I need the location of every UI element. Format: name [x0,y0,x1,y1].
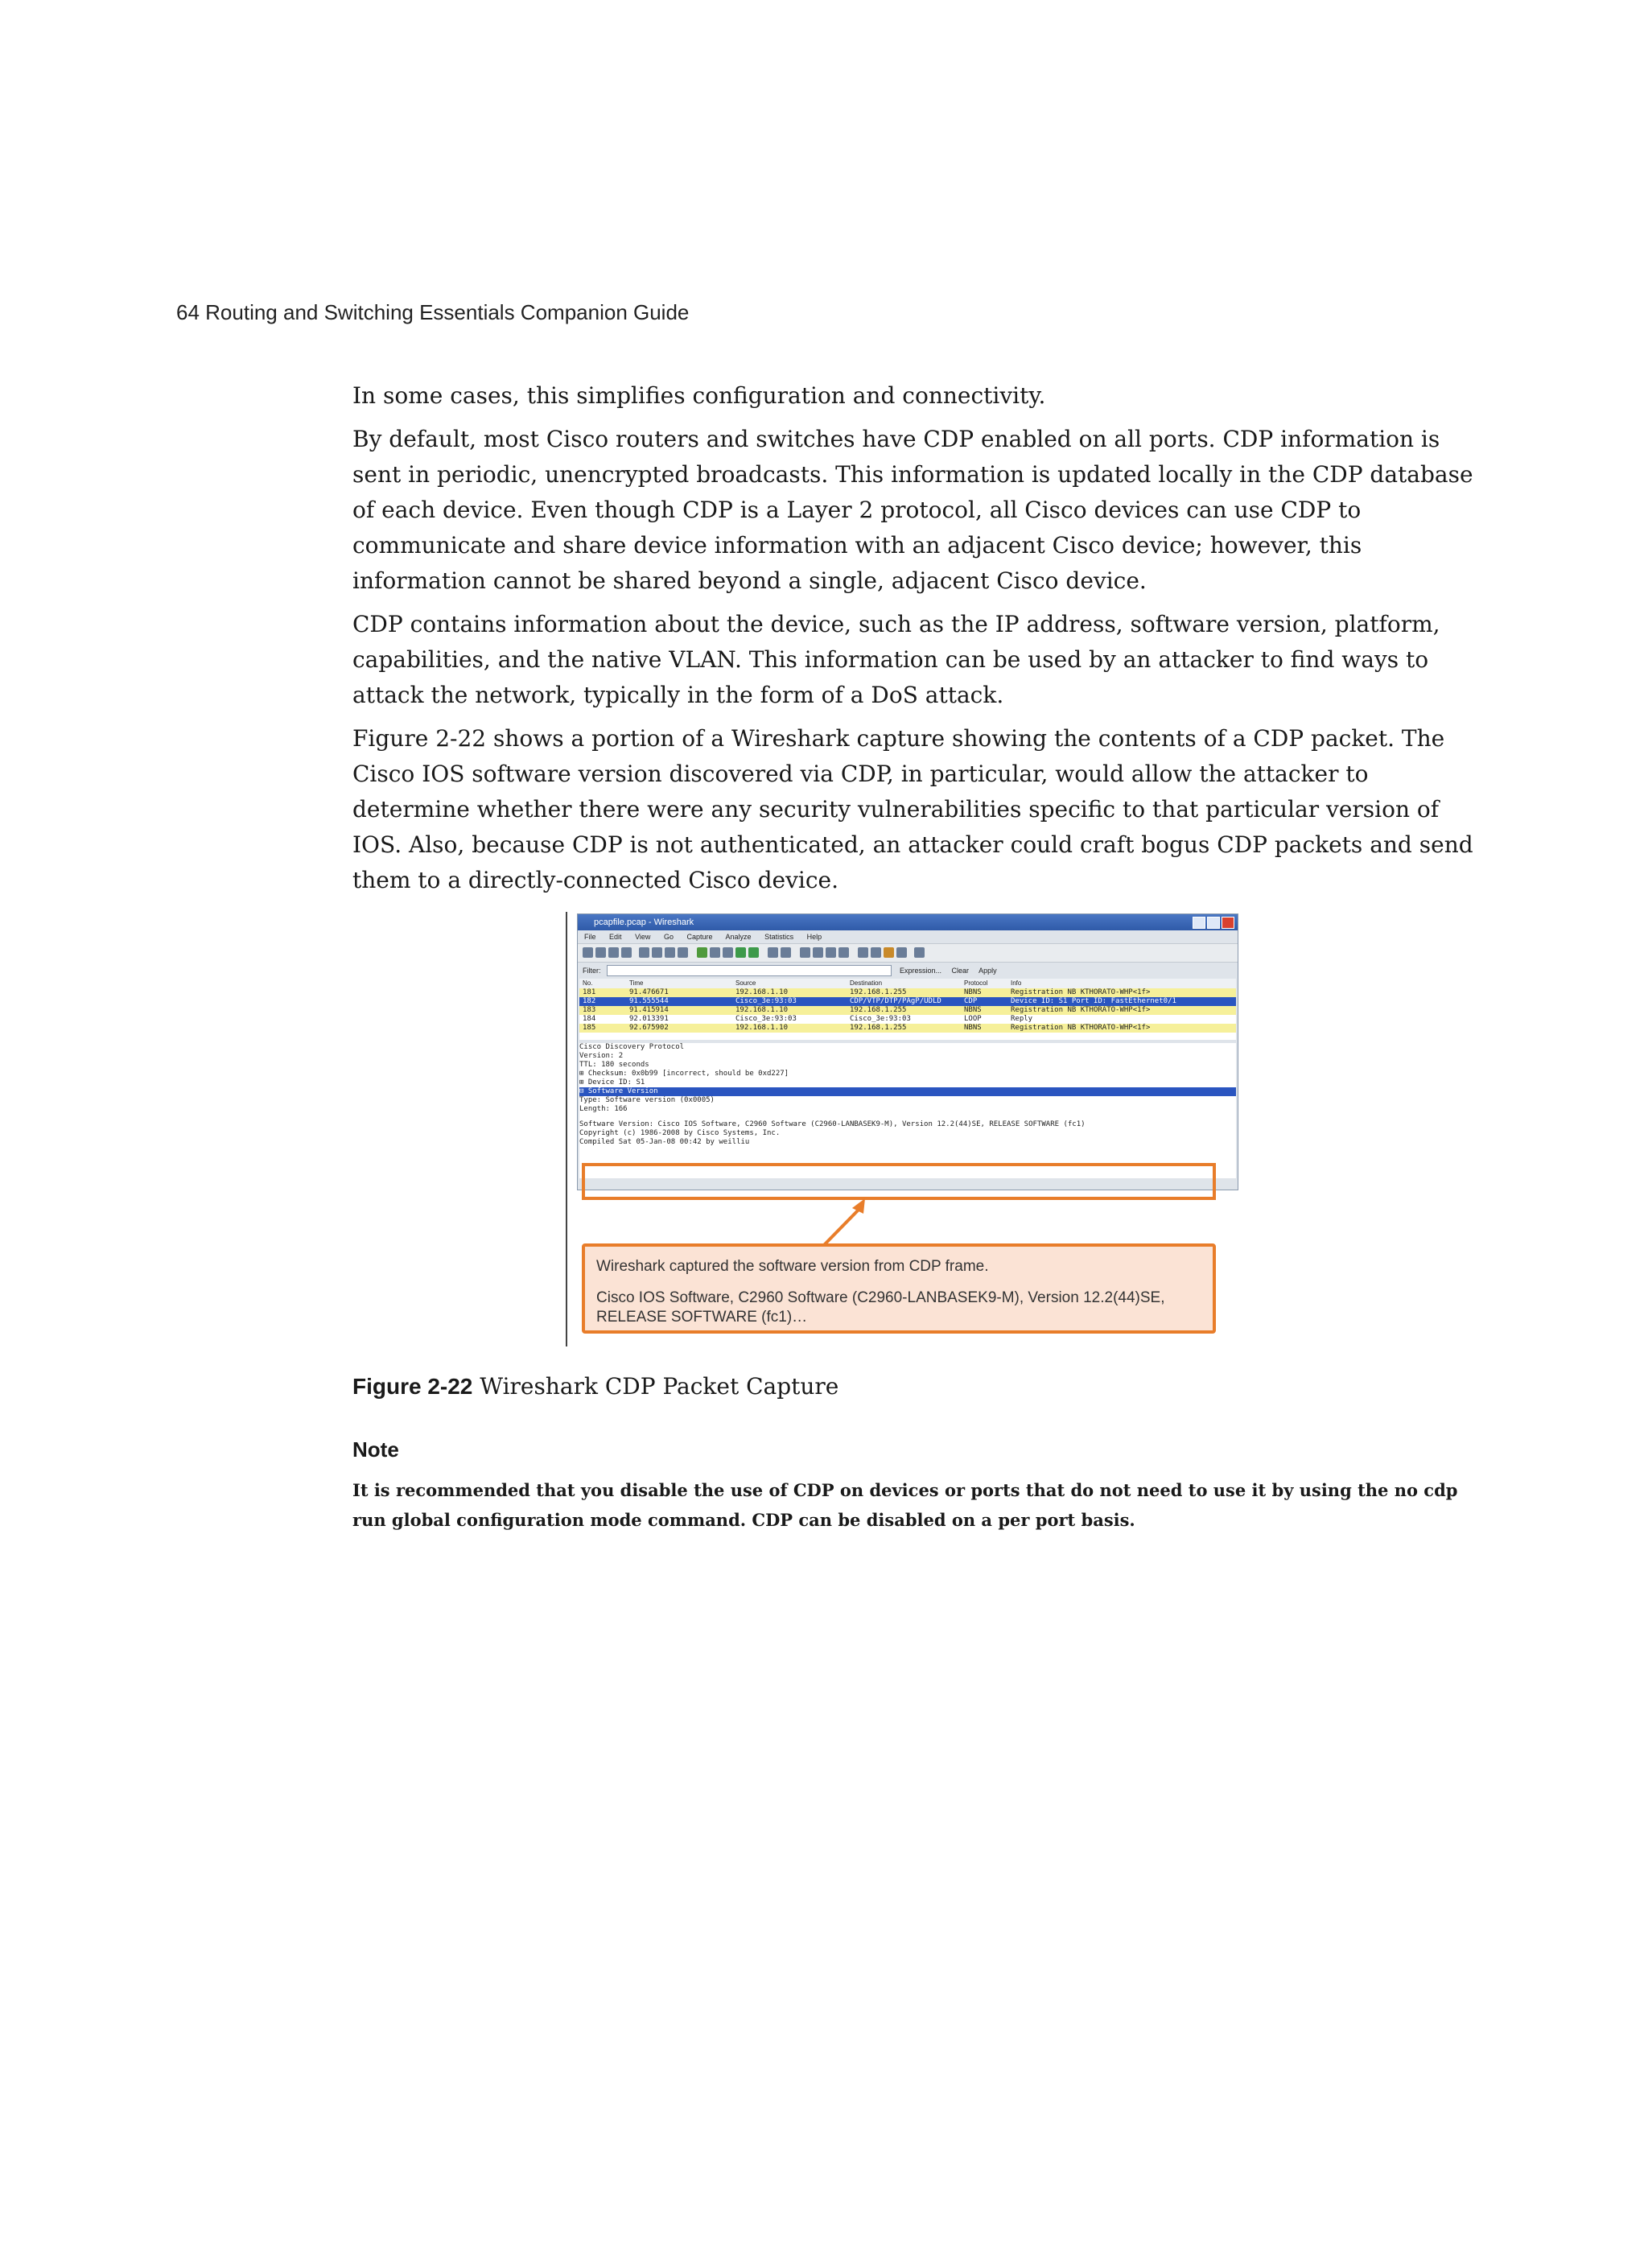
cell: Device ID: S1 Port ID: FastEthernet0/1 [1011,997,1176,1005]
cell: CDP [964,997,978,1005]
window-title: pcapfile.pcap - Wireshark [594,918,694,927]
figure-caption [352,1373,838,1400]
col-protocol: Protocol [964,979,988,987]
col-time: Time [629,979,644,987]
figure-wireshark [566,912,1243,1346]
callout-box [582,1243,1216,1334]
detail-line: Type: Software version (0x0005) [579,1096,715,1104]
cell: 181 [583,988,596,996]
callout-line-1: Wireshark captured the software version from CDP frame. [596,1258,989,1275]
cell: 182 [583,997,596,1005]
note-heading: Note [352,1437,399,1462]
detail-line: ⊞ Checksum: 0x0b99 [incorrect, should be 0xd227] [579,1070,789,1078]
cell: NBNS [964,1006,982,1014]
menu-file: File [584,933,596,941]
cell: NBNS [964,988,982,996]
body-text [352,378,1479,906]
detail-line: Length: 166 [579,1105,628,1113]
cell: 92.013391 [629,1015,669,1023]
cell: Cisco_3e:93:03 [850,1015,911,1023]
cell: NBNS [964,1024,982,1032]
col-no: No. [583,979,593,987]
cell: Cisco_3e:93:03 [735,997,797,1005]
cell: Cisco_3e:93:03 [735,1015,797,1023]
caption-text: Wireshark CDP Packet Capture [472,1373,839,1400]
callout-line-2: Cisco IOS Software, C2960 Software (C2960-LANBASEK9-M), Version 12.2(44)SE, RELEASE SOFTWARE (fc1)… [596,1289,1165,1326]
paragraph-1: In some cases, this simplifies configuration and connectivity. [352,382,1046,409]
paragraph-3: CDP contains information about the device, such as the IP address, software version, platform, capabilities, and the native VLAN. This information can be used by an attacker to find ways to attack the network, typically in the form of a DoS attack. [352,611,1440,708]
menu-analyze: Analyze [725,933,752,941]
menu-statistics: Statistics [764,933,794,941]
caption-label: Figure 2-22 [352,1374,473,1399]
detail-line: TTL: 180 seconds [579,1061,649,1069]
col-destination: Destination [850,979,883,987]
detail-line: Software Version: Cisco IOS Software, C2960 Software (C2960-LANBASEK9-M), Version 12.2(44)SE, RELEASE SOFTWARE (fc1) [579,1120,1086,1128]
menu-view: View [635,933,651,941]
cell: 192.168.1.255 [850,1006,907,1014]
cell: 91.415914 [629,1006,669,1014]
detail-line: Cisco Discovery Protocol [579,1043,685,1051]
detail-line-selected: ⊟ Software Version [579,1087,1236,1096]
detail-line: Copyright (c) 1986-2008 by Cisco Systems, Inc. [579,1129,781,1137]
cell: 184 [583,1015,596,1023]
paragraph-4: Figure 2-22 shows a portion of a Wireshark capture showing the contents of a CDP packet. The Cisco IOS software version discovered via CDP, in particular, would allow the attacker to determine whether there were any security vulnerabilities specific to that particular version of IOS. Also, because CDP is not authenticated, an attacker could craft bogus CDP packets and send them to a directly-connected Cisco device. [352,725,1473,893]
cell: Reply [1011,1015,1033,1023]
cell: LOOP [964,1015,982,1023]
cell: 185 [583,1024,596,1032]
cell: 192.168.1.255 [850,988,907,996]
col-source: Source [735,979,756,987]
cell: 91.476671 [629,988,669,996]
menu-help: Help [806,933,822,941]
cell: Registration NB KTHORATO-WHP<1f> [1011,1006,1151,1014]
cell: 92.675902 [629,1024,669,1032]
cell: 192.168.1.10 [735,988,789,996]
cell: Registration NB KTHORATO-WHP<1f> [1011,1024,1151,1032]
col-info: Info [1011,979,1022,987]
cell: 192.168.1.10 [735,1006,789,1014]
detail-line: ⊞ Device ID: S1 [579,1078,645,1087]
filter-clear: Clear [951,967,970,975]
note-body: It is recommended that you disable the use of CDP on devices or ports that do not need to use it by using the no cdp run global configuration mode command. CDP can be disabled on a per port basis. [352,1480,1458,1530]
cell: Registration NB KTHORATO-WHP<1f> [1011,988,1151,996]
cell: 192.168.1.255 [850,1024,907,1032]
cell: 91.555544 [629,997,669,1005]
paragraph-2: By default, most Cisco routers and switches have CDP enabled on all ports. CDP information is sent in periodic, unencrypted broadcasts. This information is updated locally in the CDP database of each device. Even though CDP is a Layer 2 protocol, all Cisco devices can use CDP to communicate and share device information with an adjacent Cisco device; however, this information cannot be shared beyond a single, adjacent Cisco device. [352,426,1473,594]
cell: 192.168.1.10 [735,1024,789,1032]
running-head: 64 Routing and Switching Essentials Companion Guide [176,300,690,324]
cell: CDP/VTP/DTP/PAgP/UDLD [850,997,941,1005]
menu-capture: Capture [686,933,713,941]
filter-label: Filter: [583,967,601,975]
filter-apply: Apply [978,967,997,975]
menu-go: Go [663,933,674,941]
detail-line: Version: 2 [579,1052,624,1060]
menu-edit: Edit [609,933,622,941]
detail-line: Compiled Sat 05-Jan-08 00:42 by weilliu [579,1138,750,1146]
cell: 183 [583,1006,596,1014]
filter-expression: Expression... [900,967,942,975]
